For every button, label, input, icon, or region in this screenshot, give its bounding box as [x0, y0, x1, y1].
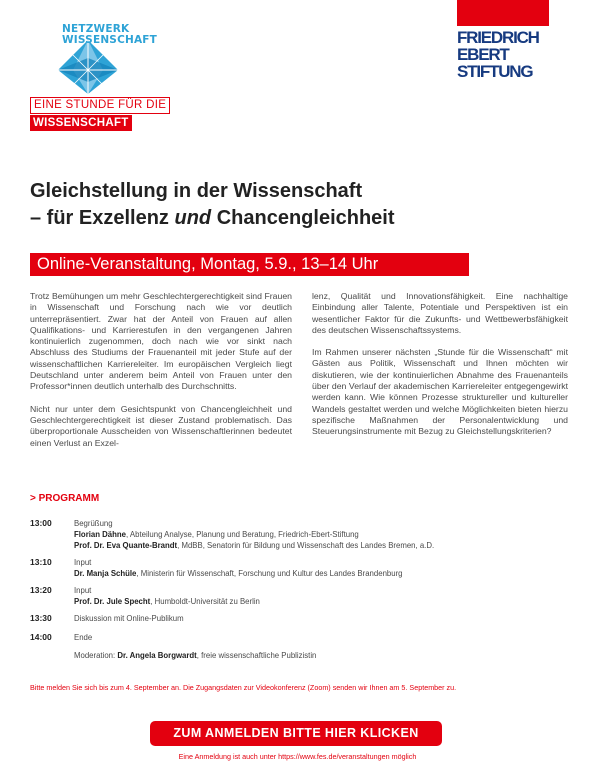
programme-label: Diskussion mit Online-Publikum	[74, 614, 184, 623]
registration-note: Bitte melden Sie sich bis zum 4. September an. Die Zugangsdaten zur Videokonferenz (Zoom) senden wir Ihnen am 5. September zu.	[30, 683, 457, 692]
programme-label: Begrüßung	[74, 519, 113, 528]
speaker-role: , Abteilung Analyse, Planung und Beratung, Friedrich-Ebert-Stiftung	[126, 530, 359, 540]
title-line2	[30, 205, 570, 232]
programme-details	[74, 632, 564, 643]
fes-red-bar	[457, 0, 549, 26]
moderation-prefix: Moderation:	[74, 651, 118, 660]
series-label-line1: EINE STUNDE FÜR DIE	[30, 97, 170, 114]
body-paragraph: lenz, Qualität und Innovationsfähigkeit. Eine nachhaltige Einbindung aller Talente, Potentiale und Perspektiven ist ein wesentlicher Faktor für die Zukunfts- und Wettbewerbsfähigkeit des deutschen Wissenschaftssystems.	[312, 291, 568, 335]
speaker-line	[74, 596, 564, 607]
register-button[interactable]: ZUM ANMELDEN BITTE HIER KLICKEN	[150, 721, 442, 746]
programme-label: Ende	[74, 633, 93, 642]
title-line1: Gleichstellung in der Wissenschaft	[30, 180, 363, 202]
nw-line1: NETZWERK	[62, 23, 130, 35]
programme-time: 13:10	[30, 557, 52, 567]
speaker-name: Prof. Dr. Eva Quante-Brandt	[74, 541, 178, 551]
speaker-line	[74, 529, 564, 540]
programme-label: Input	[74, 586, 92, 595]
registration-alt-link[interactable]: Eine Anmeldung ist auch unter https://www.fes.de/veranstaltungen möglich	[178, 752, 417, 761]
programme-heading: > PROGRAMM	[30, 493, 100, 504]
title-line2-pre: – für Exzellenz	[30, 207, 175, 229]
body-column-right	[312, 291, 568, 449]
moderation-details	[74, 650, 564, 661]
body-column-left	[30, 291, 292, 460]
moderator-role: , freie wissenschaftliche Publizistin	[196, 651, 317, 660]
programme-details	[74, 613, 564, 624]
programme-time: 13:20	[30, 585, 52, 595]
programme-time: 13:30	[30, 613, 52, 623]
title-line2-emphasis: und	[174, 207, 212, 229]
speaker-line	[74, 568, 564, 579]
fes-line1: FRIEDRICH	[457, 28, 539, 47]
programme-time: 13:00	[30, 518, 52, 528]
speaker-name: Dr. Manja Schüle	[74, 569, 137, 579]
series-label-line2: WISSENSCHAFT	[30, 115, 132, 131]
page-title	[30, 178, 570, 232]
programme-time: 14:00	[30, 632, 52, 642]
moderator-name: Dr. Angela Borgwardt	[117, 651, 197, 660]
fes-line3: STIFTUNG	[457, 62, 533, 81]
speaker-line	[74, 540, 564, 551]
speaker-role: , Humboldt-Universität zu Berlin	[150, 597, 260, 607]
body-paragraph: Trotz Bemühungen um mehr Geschlechtergerechtigkeit sind Frauen in Wissenschaft und Forschung nach wie vor deutlich unterrepräsentiert. Zwar hat der Anteil von Frauen auf allen Qualifikations- und Karrierestufen in den vergangenen Jahren kontinuierlich zugenommen, doch nach wie vor sinkt nach Abschluss des Studiums der Frauenanteil mit jeder Stufe auf der wissenschaftlichen Karriereleiter. Im europäischen Vergleich liegt Deutschland unter anderem beim Anteil von Frauen unter den Professor*innen deutlich unterhalb des Durchschnitts.	[30, 291, 292, 392]
fes-wordmark	[457, 29, 539, 80]
programme-details	[74, 585, 564, 607]
speaker-role: , Ministerin für Wissenschaft, Forschung und Kultur des Landes Brandenburg	[136, 569, 403, 579]
speaker-name: Prof. Dr. Jule Specht	[74, 597, 151, 607]
fes-line2: EBERT	[457, 45, 509, 64]
programme-details	[74, 518, 564, 552]
programme-label: Input	[74, 558, 92, 567]
body-paragraph: Nicht nur unter dem Gesichtspunkt von Chancengleichheit und Geschlechtergerechtigkeit ist dieser Zustand problematisch. Das überproportionale Ausscheiden von Wissenschaftlerinnen bedeutet einen Verlust an Exzel-	[30, 403, 292, 448]
speaker-role: , MdBB, Senatorin für Bildung und Wissenschaft des Landes Bremen, a.D.	[177, 541, 435, 551]
title-line2-post: Chancengleichheit	[211, 207, 395, 229]
body-paragraph: Im Rahmen unserer nächsten „Stunde für die Wissenschaft“ mit Gästen aus Politik, Wissenschaft und Ihnen möchten wir diskutieren, wie der kontinuierlichen Abnahme des Frauenanteils über den Verlauf der akademischen Karriereleiter entgegengewirkt werden kann. Wie können Prozesse struktureller und kultureller Wandels gestaltet werden und welche Möglichkeiten bieten hierzu spezifische Maßnahmen der Personalentwicklung und Steuerungsinstrumente mit Bezug zu Gleichstellungskriterien?	[312, 347, 568, 437]
netzwerk-wissenschaft-wordmark	[62, 24, 157, 46]
speaker-name: Florian Dähne	[74, 530, 126, 540]
nw-line2: WISSENSCHAFT	[62, 34, 158, 46]
programme-details	[74, 557, 564, 579]
fes-logo	[457, 0, 549, 88]
event-date-banner: Online-Veranstaltung, Montag, 5.9., 13–14 Uhr	[30, 253, 469, 276]
